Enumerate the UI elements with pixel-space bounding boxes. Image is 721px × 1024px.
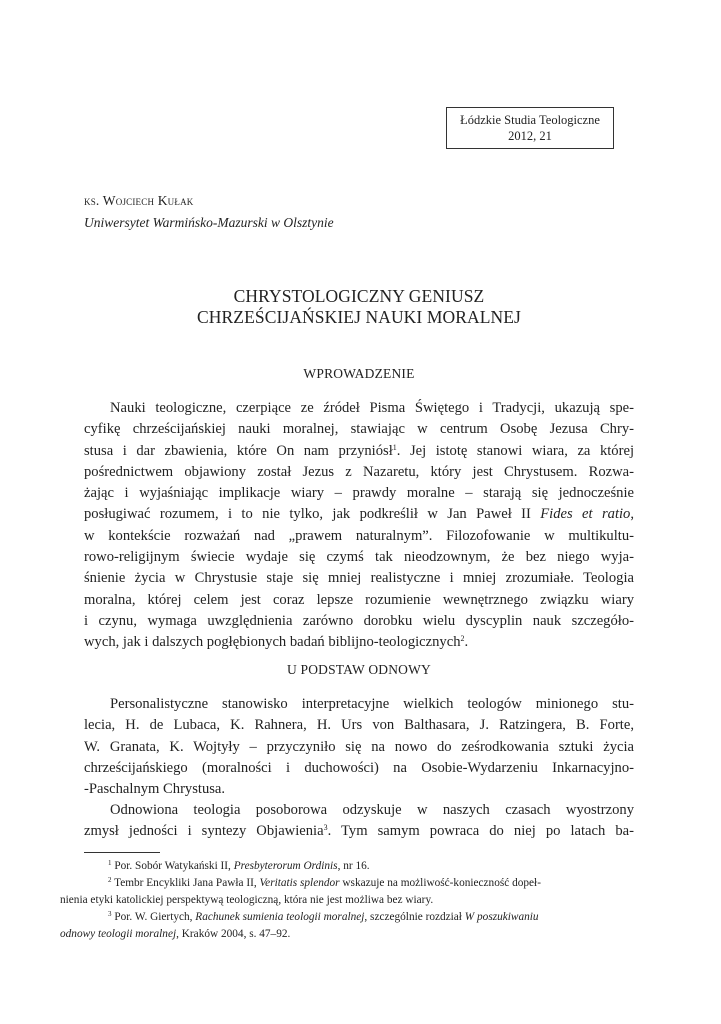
introduction-paragraph: [84, 398, 634, 654]
renewal-paragraph: [84, 800, 634, 843]
text-segment: stusa i dar zbawienia, które On nam przyniósł: [84, 442, 393, 459]
article-title-line-1: CHRYSTOLOGICZNY GENIUSZ: [233, 286, 485, 306]
text-line: cyfikę chrześcijańskiej nauki moralnej, stawiając w centrum Osobę Jezusa Chry-: [84, 421, 634, 438]
text-line: [84, 504, 634, 525]
text-segment: . Jej istotę stanowi wiara, za której: [396, 442, 634, 459]
footnote-text: , szczególnie rozdział: [364, 911, 465, 923]
author-name: ks. Wojciech Kułak: [84, 193, 194, 208]
footnote-number: 1: [108, 859, 112, 867]
text-segment: zmysł jedności i syntezy Objawienia: [84, 823, 324, 840]
journal-year-issue: 2012, 21: [508, 129, 552, 143]
footnote-italic: W poszukiwaniu: [464, 911, 539, 923]
footnote-text: nienia etyki katolickiej perspektywą teologiczną, która nie jest możliwa bez wiary.: [60, 894, 434, 906]
footnote-ref-3[interactable]: 3: [323, 823, 328, 833]
author-block: [84, 190, 644, 234]
footnotes: [60, 858, 634, 943]
text-line: -Paschalnym Chrystusa.: [84, 781, 226, 798]
foundations-paragraph: [84, 694, 634, 800]
text-line: [84, 821, 634, 842]
text-line: lecia, H. de Lubaca, K. Rahnera, H. Urs von Balthasara, J. Ratzingera, B. Forte,: [84, 717, 634, 734]
footnote-text: , nr 16.: [337, 860, 370, 872]
text-line: w kontekście rozważań nad „prawem naturalnym”. Filozofowanie w multikultu-: [84, 527, 634, 544]
text-line: żając i wyjaśniając implikacje wiary – prawdy moralne – starają się jednocześnie: [84, 485, 634, 502]
text-line: chrześcijańskiego (moralności i duchowości) na Osobie-Wydarzeniu Inkarnacyjno-: [84, 759, 634, 776]
footnote-italic: odnowy teologii moralnej: [60, 928, 177, 940]
text-line: i czynu, wymaga uwzględnienia zarówno dorobku wielu dyscyplin nauk szczegóło-: [84, 612, 634, 629]
text-line: pośrednictwem objawiony został Jezus z Nazaretu, który jest Chrystusem. Rozwa-: [84, 463, 634, 480]
section-heading-foundations: U PODSTAW ODNOWY: [286, 662, 432, 677]
footnote-ref-2[interactable]: 2: [460, 634, 465, 644]
text-segment: ,: [630, 506, 635, 523]
article-title-line-2: CHRZEŚCIJAŃSKIEJ NAUKI MORALNEJ: [197, 307, 521, 327]
text-segment: posługiwać rozumem, i to nie tylko, jak podkreślił w Jan Paweł II: [84, 506, 541, 523]
footnote-italic: Veritatis splendor: [259, 877, 340, 889]
footnote-text: Por. Sobór Watykański II,: [114, 860, 234, 872]
footnote-number: 3: [108, 910, 112, 918]
footnote-1: [84, 858, 634, 875]
text-segment: wych, jak i dalszych pogłębionych badań biblijno-teologicznych: [84, 634, 461, 651]
text-line: Personalistyczne stanowisko interpretacyjne wielkich teologów minionego stu-: [110, 696, 634, 712]
text-line: moralna, której celem jest coraz lepsze rozumienie wewnętrznego związku wiary: [84, 591, 634, 608]
italic-title: Fides et ratio: [540, 506, 631, 523]
text-line: [84, 632, 634, 653]
text-line: Nauki teologiczne, czerpiące ze źródeł Pisma Świętego i Tradycji, ukazują spe-: [110, 400, 634, 416]
footnote-2: [60, 875, 634, 909]
author-affiliation: Uniwersytet Warmińsko-Mazurski w Olsztynie: [84, 215, 334, 230]
section-heading-introduction: WPROWADZENIE: [303, 366, 415, 381]
footnote-text: , Kraków 2004, s. 47–92.: [176, 928, 291, 940]
footnote-3: [60, 909, 634, 943]
text-line: rowo-religijnym świecie wydaje się czymś tak nieodzownym, że bez niego wyja-: [84, 549, 634, 566]
text-line: śnienie życia w Chrystusie staje się mniej realistyczne i mniej zrozumiałe. Teologia: [84, 570, 634, 587]
footnote-text: Por. W. Giertych,: [114, 911, 196, 923]
article-title: [84, 286, 634, 328]
text-segment: . Tym samym powraca do niej po latach ba-: [327, 823, 634, 840]
journal-title: Łódzkie Studia Teologiczne: [460, 113, 600, 127]
text-line: W. Granata, K. Wojtyły – przyczyniło się na nowo do ześrodkowania sztuki życia: [84, 738, 634, 755]
footnote-number: 2: [108, 876, 112, 884]
footnote-text: wskazuje na możliwość-konieczność dopeł-: [339, 877, 541, 889]
footnote-text: Tembr Encykliki Jana Pawła II,: [114, 877, 260, 889]
footnote-ref-1[interactable]: 1: [392, 442, 397, 452]
text-line: Odnowiona teologia posoborowa odzyskuje w naszych czasach wyostrzony: [110, 802, 634, 818]
text-line: [84, 441, 634, 462]
footnote-italic: Rachunek sumienia teologii moralnej: [195, 911, 365, 923]
journal-info-box: [446, 107, 614, 149]
text-segment: .: [464, 634, 469, 651]
footnote-italic: Presbyterorum Ordinis: [233, 860, 338, 872]
footnote-separator: [84, 852, 160, 853]
